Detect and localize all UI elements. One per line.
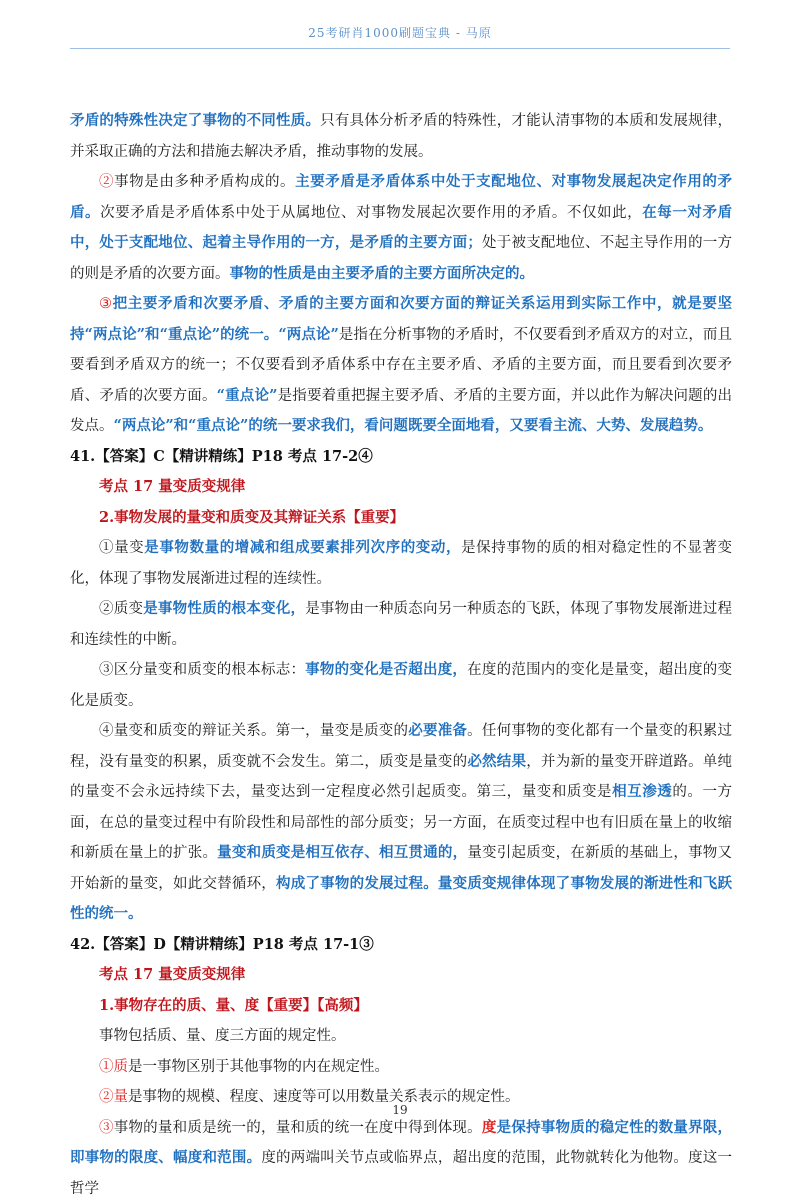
paragraph-contradiction-particularity: 矛盾的特殊性决定了事物的不同性质。只有具体分析矛盾的特殊性，才能认清事物的本质和发展规律，并采取正确的方法和措施去解决矛盾，推动事物的发展。 bbox=[70, 106, 732, 167]
topic-42: 考点 17 量变质变规律 bbox=[70, 960, 732, 991]
answer-41: 41.【答案】C【精讲精练】P18 考点 17-2④ bbox=[70, 442, 732, 473]
paragraph-degree: ③事物的量和质是统一的，量和质的统一在度中得到体现。度是保持事物质的稳定性的数量界限，即事物的限度、幅度和范围。度的两端叫关节点或临界点，超出度的范围，此物就转化为他物。度这一哲学 bbox=[70, 1113, 732, 1204]
paragraph-fundamental-sign: ③区分量变和质变的根本标志：事物的变化是否超出度，在度的范围内的变化是量变，超出度的变化是质变。 bbox=[70, 655, 732, 716]
paragraph-quality: ①质是一事物区别于其他事物的内在规定性。 bbox=[70, 1052, 732, 1083]
paragraph-three-aspects: 事物包括质、量、度三方面的规定性。 bbox=[70, 1021, 732, 1052]
heading-42: 1.事物存在的质、量、度【重要】【高频】 bbox=[70, 991, 732, 1022]
paragraph-quantity: ②量是事物的规模、程度、速度等可以用数量关系表示的规定性。 bbox=[70, 1082, 732, 1113]
paragraph-main-contradiction: ②事物是由多种矛盾构成的。主要矛盾是矛盾体系中处于支配地位、对事物发展起决定作用的矛盾。次要矛盾是矛盾体系中处于从属地位、对事物发展起次要作用的矛盾。不仅如此，在每一对矛盾中，处于支配地位、起着主导作用的一方，是矛盾的主要方面；处于被支配地位、不起主导作用的一方的则是矛盾的次要方面。事物的性质是由主要矛盾的主要方面所决定的。 bbox=[70, 167, 732, 289]
page-header: 25考研肖1000刷题宝典 - 马原 bbox=[0, 24, 800, 41]
paragraph-two-point-theory: ③把主要矛盾和次要矛盾、矛盾的主要方面和次要方面的辩证关系运用到实际工作中，就是要坚持“两点论”和“重点论”的统一。“两点论”是指在分析事物的矛盾时，不仅要看到矛盾双方的对立，而且要看到矛盾双方的统一；不仅要看到矛盾体系中存在主要矛盾、矛盾的主要方面，而且要看到次要矛盾、矛盾的次要方面。“重点论”是指要着重把握主要矛盾、矛盾的主要方面，并以此作为解决问题的出发点。“两点论”和“重点论”的统一要求我们，看问题既要全面地看，又要看主流、大势、发展趋势。 bbox=[70, 289, 732, 442]
paragraph-quantitative-change: ①量变是事物数量的增减和组成要素排列次序的变动，是保持事物的质的相对稳定性的不显著变化，体现了事物发展渐进过程的连续性。 bbox=[70, 533, 732, 594]
answer-42: 42.【答案】D【精讲精练】P18 考点 17-1③ bbox=[70, 930, 732, 961]
page-body bbox=[70, 106, 732, 1204]
page-number: 19 bbox=[0, 1103, 800, 1117]
heading-41: 2.事物发展的量变和质变及其辩证关系【重要】 bbox=[70, 503, 732, 534]
paragraph-qualitative-change: ②质变是事物性质的根本变化，是事物由一种质态向另一种质态的飞跃，体现了事物发展渐进过程和连续性的中断。 bbox=[70, 594, 732, 655]
topic-41: 考点 17 量变质变规律 bbox=[70, 472, 732, 503]
header-divider bbox=[70, 48, 730, 49]
paragraph-dialectical-relation: ④量变和质变的辩证关系。第一，量变是质变的必要准备。任何事物的变化都有一个量变的积累过程，没有量变的积累，质变就不会发生。第二，质变是量变的必然结果，并为新的量变开辟道路。单纯的量变不会永远持续下去，量变达到一定程度必然引起质变。第三，量变和质变是相互渗透的。一方面，在总的量变过程中有阶段性和局部性的部分质变；另一方面，在质变过程中也有旧质在量上的收缩和新质在量上的扩张。量变和质变是相互依存、相互贯通的，量变引起质变，在新质的基础上，事物又开始新的量变，如此交替循环，构成了事物的发展过程。量变质变规律体现了事物发展的渐进性和飞跃性的统一。 bbox=[70, 716, 732, 930]
